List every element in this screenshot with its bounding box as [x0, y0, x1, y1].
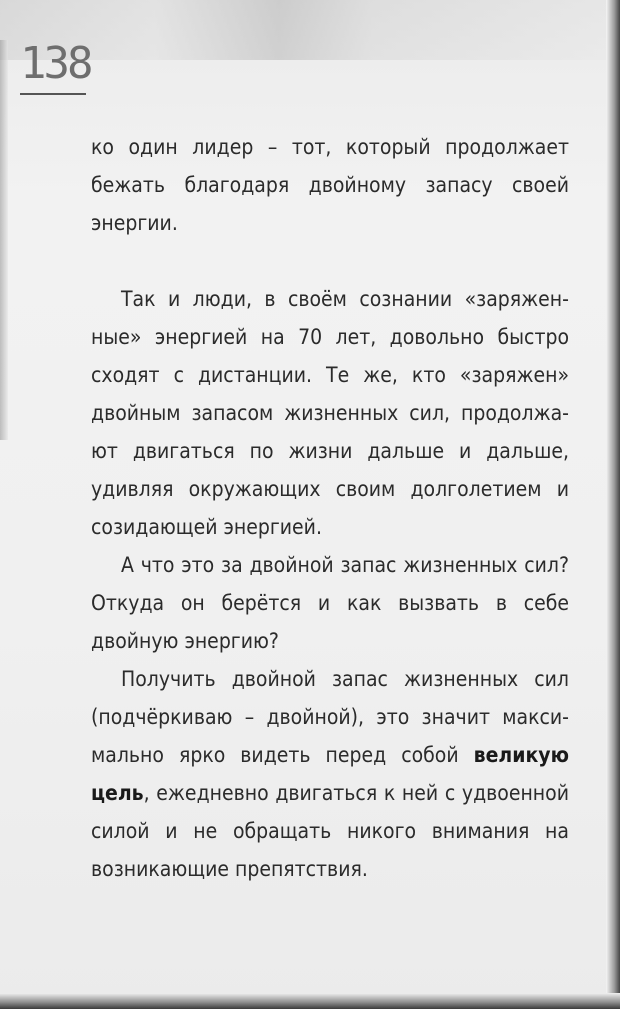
paragraph-4-start: Получить двойной запас жизненных сил (подчёркиваю – двойной), это значит максимально ярко видеть перед собой — [91, 667, 569, 767]
paragraph-2: Так и люди, в своём сознании «заряженные» энергией на 70 лет, довольно быстро сходят с дистанции. Те же, кто «заряжен» двойным запасом жизненных сил, продолжают двигаться по жизни дальше и дальше, удивляя окружающих своим долголетием и созидающей энергией. — [91, 287, 569, 539]
paragraph-3: А что это за двойной запас жизненных сил? Откуда он берётся и как вызвать в себе двойную энергию? — [91, 553, 569, 653]
page-number-underline — [20, 93, 86, 95]
paragraph-4-end: , ежедневно двигаться к ней с удвоенной силой и не обращать никого внимания на возникающие препятствия. — [91, 781, 569, 881]
scan-edge-bottom — [0, 993, 620, 1009]
scan-edge-right — [606, 0, 620, 1009]
paragraph-1: ко один лидер – тот, который продолжает бежать благодаря двойному запасу своей энергии. — [91, 135, 569, 235]
page-number: 138 — [20, 38, 91, 89]
body-text — [91, 128, 569, 888]
paragraph-4 — [91, 660, 569, 888]
scan-edge-left — [0, 40, 8, 440]
scan-shadow-top — [0, 0, 620, 60]
emphasis-great-goal: великую цель — [91, 743, 569, 805]
